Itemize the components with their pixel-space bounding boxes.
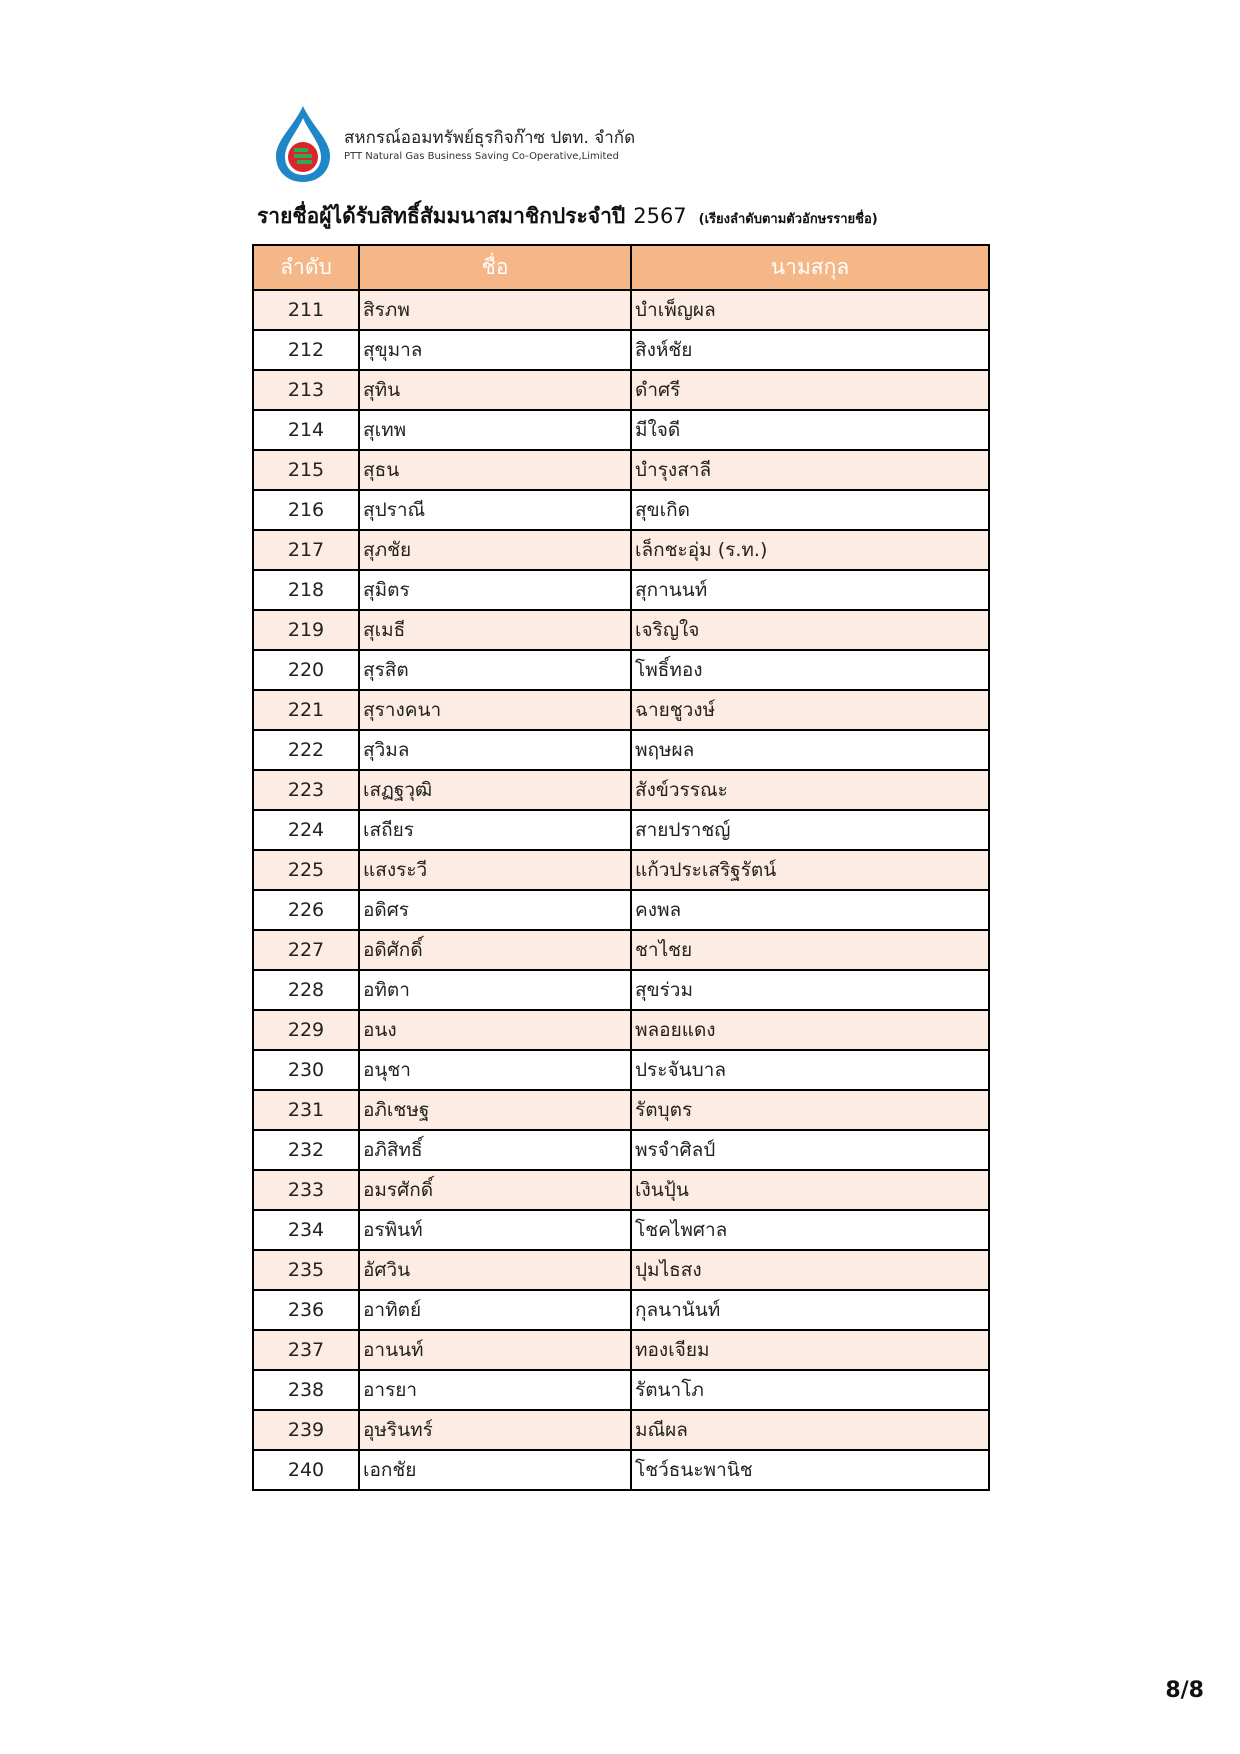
- row-first-name-cell: สุมิตร: [359, 570, 631, 610]
- table-row: [253, 890, 989, 930]
- row-last-name-cell: สุขร่วม: [631, 970, 989, 1010]
- title-main: รายชื่อผู้ได้รับสิทธิ์สัมมนาสมาชิกประจำปี: [257, 204, 626, 228]
- table-row: [253, 1410, 989, 1450]
- row-order-cell: 236: [253, 1290, 359, 1330]
- table-row: [253, 330, 989, 370]
- row-order-cell: 225: [253, 850, 359, 890]
- row-first-name-cell: เสฏฐวุฒิ: [359, 770, 631, 810]
- table-row: [253, 730, 989, 770]
- row-first-name-cell: อนุชา: [359, 1050, 631, 1090]
- row-order-cell: 218: [253, 570, 359, 610]
- row-last-name-cell: มณีผล: [631, 1410, 989, 1450]
- row-last-name-cell: ฉายชูวงษ์: [631, 690, 989, 730]
- row-first-name-cell: อภิเชษฐ: [359, 1090, 631, 1130]
- row-order-cell: 216: [253, 490, 359, 530]
- table-row: [253, 1290, 989, 1330]
- table-row: [253, 610, 989, 650]
- row-last-name-cell: มีใจดี: [631, 410, 989, 450]
- row-last-name-cell: กุลนานันท์: [631, 1290, 989, 1330]
- row-first-name-cell: สุเทพ: [359, 410, 631, 450]
- row-order-cell: 234: [253, 1210, 359, 1250]
- row-first-name-cell: อัศวิน: [359, 1250, 631, 1290]
- row-order-cell: 232: [253, 1130, 359, 1170]
- table-body: [253, 290, 989, 1490]
- row-last-name-cell: ชาไชย: [631, 930, 989, 970]
- row-first-name-cell: สุภชัย: [359, 530, 631, 570]
- row-order-cell: 217: [253, 530, 359, 570]
- ptt-drop-logo-icon: [272, 104, 334, 184]
- row-first-name-cell: อทิตา: [359, 970, 631, 1010]
- row-order-cell: 238: [253, 1370, 359, 1410]
- table-row: [253, 1370, 989, 1410]
- table-row: [253, 490, 989, 530]
- row-last-name-cell: สุขเกิด: [631, 490, 989, 530]
- row-last-name-cell: เงินปุ้น: [631, 1170, 989, 1210]
- row-last-name-cell: บำเพ็ญผล: [631, 290, 989, 330]
- row-last-name-cell: สุกานนท์: [631, 570, 989, 610]
- row-first-name-cell: อรพินท์: [359, 1210, 631, 1250]
- table-row: [253, 1050, 989, 1090]
- table-row: [253, 1250, 989, 1290]
- row-last-name-cell: พรจำศิลป์: [631, 1130, 989, 1170]
- member-table: [252, 244, 990, 1491]
- row-order-cell: 224: [253, 810, 359, 850]
- row-first-name-cell: อมรศักดิ์: [359, 1170, 631, 1210]
- row-order-cell: 212: [253, 330, 359, 370]
- row-first-name-cell: สุรางคนา: [359, 690, 631, 730]
- table-row: [253, 530, 989, 570]
- row-last-name-cell: ดำศรี: [631, 370, 989, 410]
- table-row: [253, 770, 989, 810]
- table-row: [253, 450, 989, 490]
- row-first-name-cell: สุขุมาล: [359, 330, 631, 370]
- row-first-name-cell: เสถียร: [359, 810, 631, 850]
- row-first-name-cell: เอกชัย: [359, 1450, 631, 1490]
- table-row: [253, 290, 989, 330]
- table-row: [253, 970, 989, 1010]
- row-last-name-cell: ทองเจียม: [631, 1330, 989, 1370]
- row-last-name-cell: โชคไพศาล: [631, 1210, 989, 1250]
- row-first-name-cell: แสงระวี: [359, 850, 631, 890]
- row-last-name-cell: รัตบุตร: [631, 1090, 989, 1130]
- row-order-cell: 240: [253, 1450, 359, 1490]
- row-first-name-cell: อดิศักดิ์: [359, 930, 631, 970]
- row-last-name-cell: สิงห์ชัย: [631, 330, 989, 370]
- document-title: [257, 200, 878, 234]
- row-order-cell: 229: [253, 1010, 359, 1050]
- row-order-cell: 215: [253, 450, 359, 490]
- table-row: [253, 930, 989, 970]
- table-row: [253, 1130, 989, 1170]
- row-order-cell: 227: [253, 930, 359, 970]
- row-order-cell: 214: [253, 410, 359, 450]
- row-order-cell: 220: [253, 650, 359, 690]
- row-order-cell: 223: [253, 770, 359, 810]
- row-first-name-cell: สุทิน: [359, 370, 631, 410]
- table-row: [253, 1330, 989, 1370]
- row-first-name-cell: อภิสิทธิ์: [359, 1130, 631, 1170]
- row-last-name-cell: รัตนาโภ: [631, 1370, 989, 1410]
- row-last-name-cell: สังข์วรรณะ: [631, 770, 989, 810]
- row-last-name-cell: แก้วประเสริฐรัตน์: [631, 850, 989, 890]
- org-name-en: PTT Natural Gas Business Saving Co-Operative,Limited: [344, 151, 619, 162]
- row-order-cell: 222: [253, 730, 359, 770]
- title-year: 2567: [633, 204, 687, 228]
- row-last-name-cell: ปุมไธสง: [631, 1250, 989, 1290]
- table-header-row: [253, 245, 989, 290]
- row-first-name-cell: อานนท์: [359, 1330, 631, 1370]
- row-first-name-cell: สุธน: [359, 450, 631, 490]
- table-row: [253, 570, 989, 610]
- row-first-name-cell: สุปราณี: [359, 490, 631, 530]
- org-name-th: สหกรณ์ออมทรัพย์ธุรกิจก๊าซ ปตท. จำกัด: [344, 128, 636, 148]
- row-first-name-cell: อดิศร: [359, 890, 631, 930]
- table-row: [253, 1170, 989, 1210]
- row-first-name-cell: อนง: [359, 1010, 631, 1050]
- table-row: [253, 410, 989, 450]
- row-last-name-cell: คงพล: [631, 890, 989, 930]
- row-order-cell: 239: [253, 1410, 359, 1450]
- table-row: [253, 370, 989, 410]
- organization-name: [344, 123, 635, 165]
- table-row: [253, 850, 989, 890]
- row-last-name-cell: เล็กชะอุ่ม (ร.ท.): [631, 530, 989, 570]
- table-row: [253, 810, 989, 850]
- table-row: [253, 650, 989, 690]
- row-order-cell: 211: [253, 290, 359, 330]
- column-header-last-name: นามสกุล: [631, 245, 989, 290]
- row-last-name-cell: โพธิ์ทอง: [631, 650, 989, 690]
- row-order-cell: 231: [253, 1090, 359, 1130]
- row-last-name-cell: ประจันบาล: [631, 1050, 989, 1090]
- row-order-cell: 226: [253, 890, 359, 930]
- page-number: 8/8: [1165, 1678, 1204, 1703]
- row-first-name-cell: อาทิตย์: [359, 1290, 631, 1330]
- column-header-order: ลำดับ: [253, 245, 359, 290]
- row-order-cell: 219: [253, 610, 359, 650]
- table-row: [253, 1010, 989, 1050]
- row-first-name-cell: สุเมธี: [359, 610, 631, 650]
- row-last-name-cell: บำรุงสาลี: [631, 450, 989, 490]
- row-first-name-cell: สุวิมล: [359, 730, 631, 770]
- row-last-name-cell: พฤษผล: [631, 730, 989, 770]
- table-row: [253, 690, 989, 730]
- row-last-name-cell: โชว์ธนะพานิช: [631, 1450, 989, 1490]
- row-order-cell: 213: [253, 370, 359, 410]
- row-first-name-cell: สิรภพ: [359, 290, 631, 330]
- row-order-cell: 228: [253, 970, 359, 1010]
- table-row: [253, 1090, 989, 1130]
- table-row: [253, 1210, 989, 1250]
- row-first-name-cell: สุรสิต: [359, 650, 631, 690]
- row-order-cell: 235: [253, 1250, 359, 1290]
- row-last-name-cell: พลอยแดง: [631, 1010, 989, 1050]
- row-order-cell: 237: [253, 1330, 359, 1370]
- row-first-name-cell: อารยา: [359, 1370, 631, 1410]
- row-first-name-cell: อุษรินทร์: [359, 1410, 631, 1450]
- title-note: (เรียงลำดับตามตัวอักษรรายชื่อ): [698, 212, 878, 227]
- column-header-first-name: ชื่อ: [359, 245, 631, 290]
- row-order-cell: 230: [253, 1050, 359, 1090]
- document-header: [272, 104, 635, 184]
- row-order-cell: 233: [253, 1170, 359, 1210]
- row-order-cell: 221: [253, 690, 359, 730]
- table-row: [253, 1450, 989, 1490]
- row-last-name-cell: เจริญใจ: [631, 610, 989, 650]
- row-last-name-cell: สายปราชญ์: [631, 810, 989, 850]
